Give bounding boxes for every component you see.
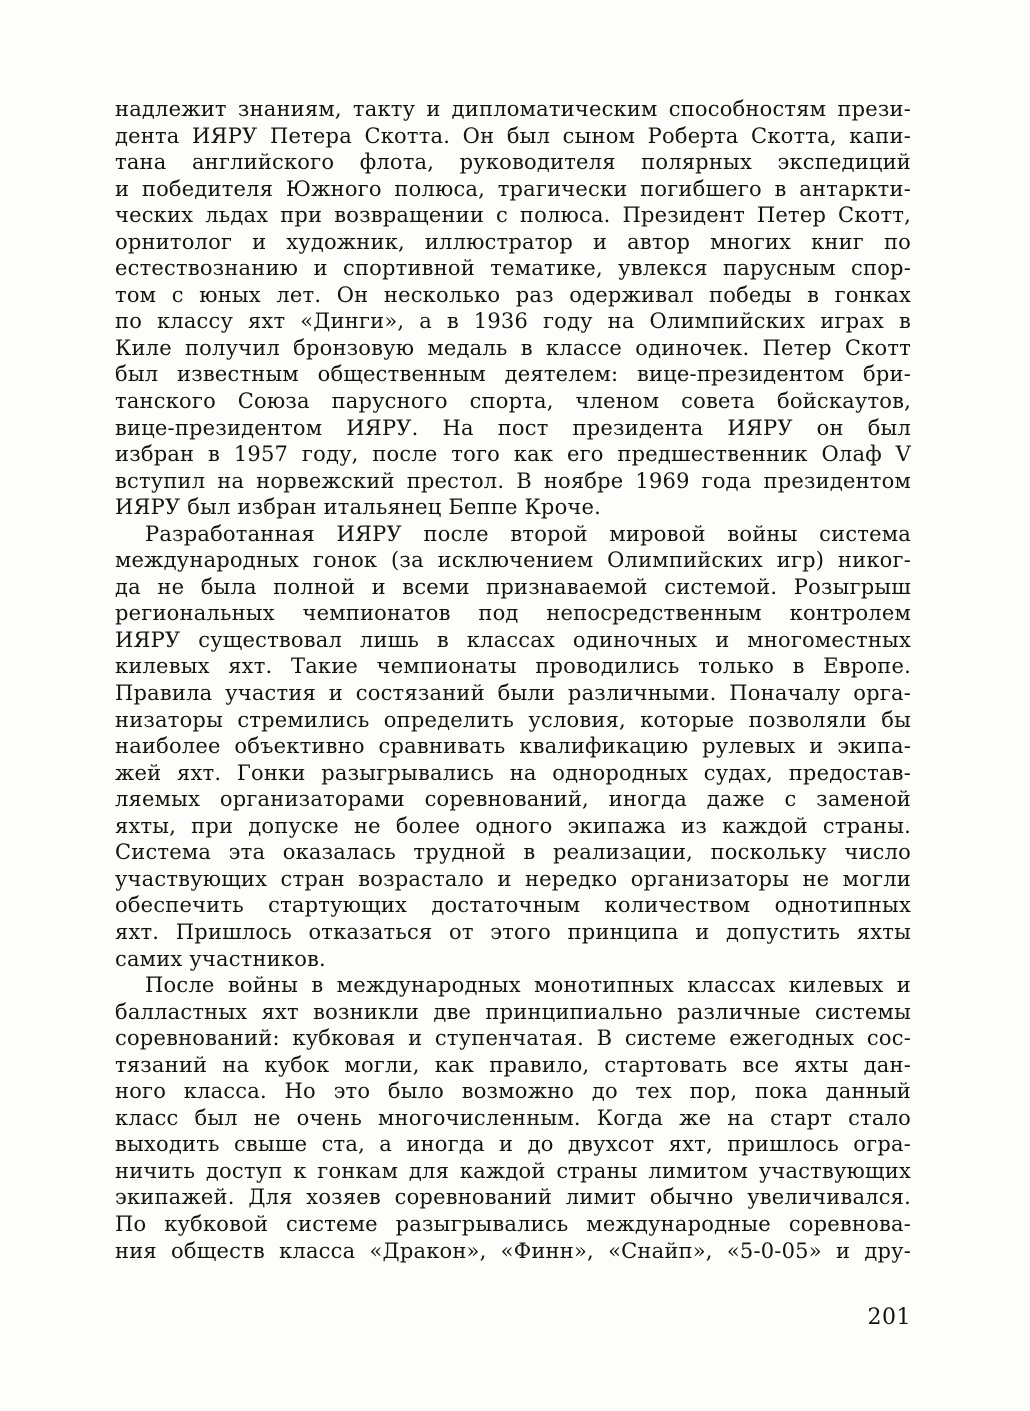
text-line: естествознанию и спортивной тематике, увлекся парусным спор- [115, 256, 911, 281]
text-line: низаторы стремились определить условия, которые позволяли бы [115, 707, 911, 732]
text-line: самих участников. [115, 946, 326, 971]
text-line: том с юных лет. Он несколько раз одерживал победы в гонках [115, 282, 911, 307]
text-line: вице-президентом ИЯРУ. На пост президента ИЯРУ он был [115, 415, 911, 440]
text-line: Разработанная ИЯРУ после второй мировой войны система [145, 521, 911, 546]
page-text [115, 96, 911, 1264]
text-line: орнитолог и художник, иллюстратор и автор многих книг по [115, 229, 911, 254]
text-line: экипажей. Для хозяев соревнований лимит обычно увеличивался. [115, 1185, 911, 1210]
text-line: соревнований: кубковая и ступенчатая. В системе ежегодных сос- [115, 1026, 911, 1051]
page-number: 201 [867, 1305, 911, 1330]
text-line: тязаний на кубок могли, как правило, стартовать все яхты дан- [115, 1052, 911, 1077]
text-line: ИЯРУ существовал лишь в классах одиночных и многоместных [115, 627, 911, 652]
text-line: Правила участия и состязаний были различными. Поначалу орга- [115, 681, 911, 706]
text-line: обеспечить стартующих достаточным количеством однотипных [115, 893, 911, 918]
text-line: ческих льдах при возвращении с полюса. Президент Петер Скотт, [115, 203, 911, 228]
text-line: международных гонок (за исключением Олимпийских игр) никог- [115, 548, 911, 573]
text-line: избран в 1957 году, после того как его предшественник Олаф V [115, 442, 911, 467]
text-line: класс был не очень многочисленным. Когда же на старт стало [115, 1105, 911, 1130]
text-line: После войны в международных монотипных классах килевых и [145, 973, 911, 998]
text-line: наиболее объективно сравнивать квалификацию рулевых и экипа- [115, 734, 911, 759]
text-line: да не была полной и всеми признаваемой системой. Розыгрыш [115, 574, 911, 599]
text-line: тана английского флота, руководителя полярных экспедиций [115, 150, 911, 175]
text-line: яхты, при допуске не более одного экипажа из каждой страны. [115, 813, 911, 838]
text-line: дента ИЯРУ Петера Скотта. Он был сыном Роберта Скотта, капи- [115, 123, 911, 148]
text-line: жей яхт. Гонки разыгрывались на однородных судах, предостав- [115, 760, 911, 785]
text-line: яхт. Пришлось отказаться от этого принципа и допустить яхты [115, 919, 911, 944]
text-line: выходить свыше ста, а иногда и до двухсот яхт, пришлось огра- [115, 1132, 911, 1157]
text-line: региональных чемпионатов под непосредственным контролем [115, 601, 911, 626]
text-line: Киле получил бронзовую медаль в классе одиночек. Петер Скотт [115, 335, 911, 360]
text-line: и победителя Южного полюса, трагически погибшего в антаркти- [115, 176, 911, 201]
text-line: ничить доступ к гонкам для каждой страны лимитом участвующих [115, 1158, 911, 1183]
text-line: танского Союза парусного спорта, членом совета бойскаутов, [115, 389, 911, 414]
text-line: ИЯРУ был избран итальянец Беппе Кроче. [115, 495, 601, 520]
text-line: по классу яхт «Динги», а в 1936 году на Олимпийских играх в [115, 309, 911, 334]
text-line: ного класса. Но это было возможно до тех пор, пока данный [115, 1079, 911, 1104]
text-line: По кубковой системе разыгрывались международные соревнова- [115, 1211, 911, 1236]
text-line: надлежит знаниям, такту и дипломатическим способностям прези- [115, 97, 911, 121]
text-line: вступил на норвежский престол. В ноябре 1969 года президентом [115, 468, 911, 493]
text-line: ния обществ класса «Дракон», «Финн», «Снайп», «5-0-05» и дру- [115, 1238, 911, 1263]
text-line: килевых яхт. Такие чемпионаты проводились только в Европе. [115, 654, 911, 679]
text-line: Система эта оказалась трудной в реализации, поскольку число [115, 840, 911, 865]
text-line: балластных яхт возникли две принципиально различные системы [115, 999, 911, 1024]
text-line: участвующих стран возрастало и нередко организаторы не могли [115, 866, 911, 891]
text-line: ляемых организаторами соревнований, иногда даже с заменой [115, 787, 911, 812]
text-line: был известным общественным деятелем: вице-президентом бри- [115, 362, 911, 387]
